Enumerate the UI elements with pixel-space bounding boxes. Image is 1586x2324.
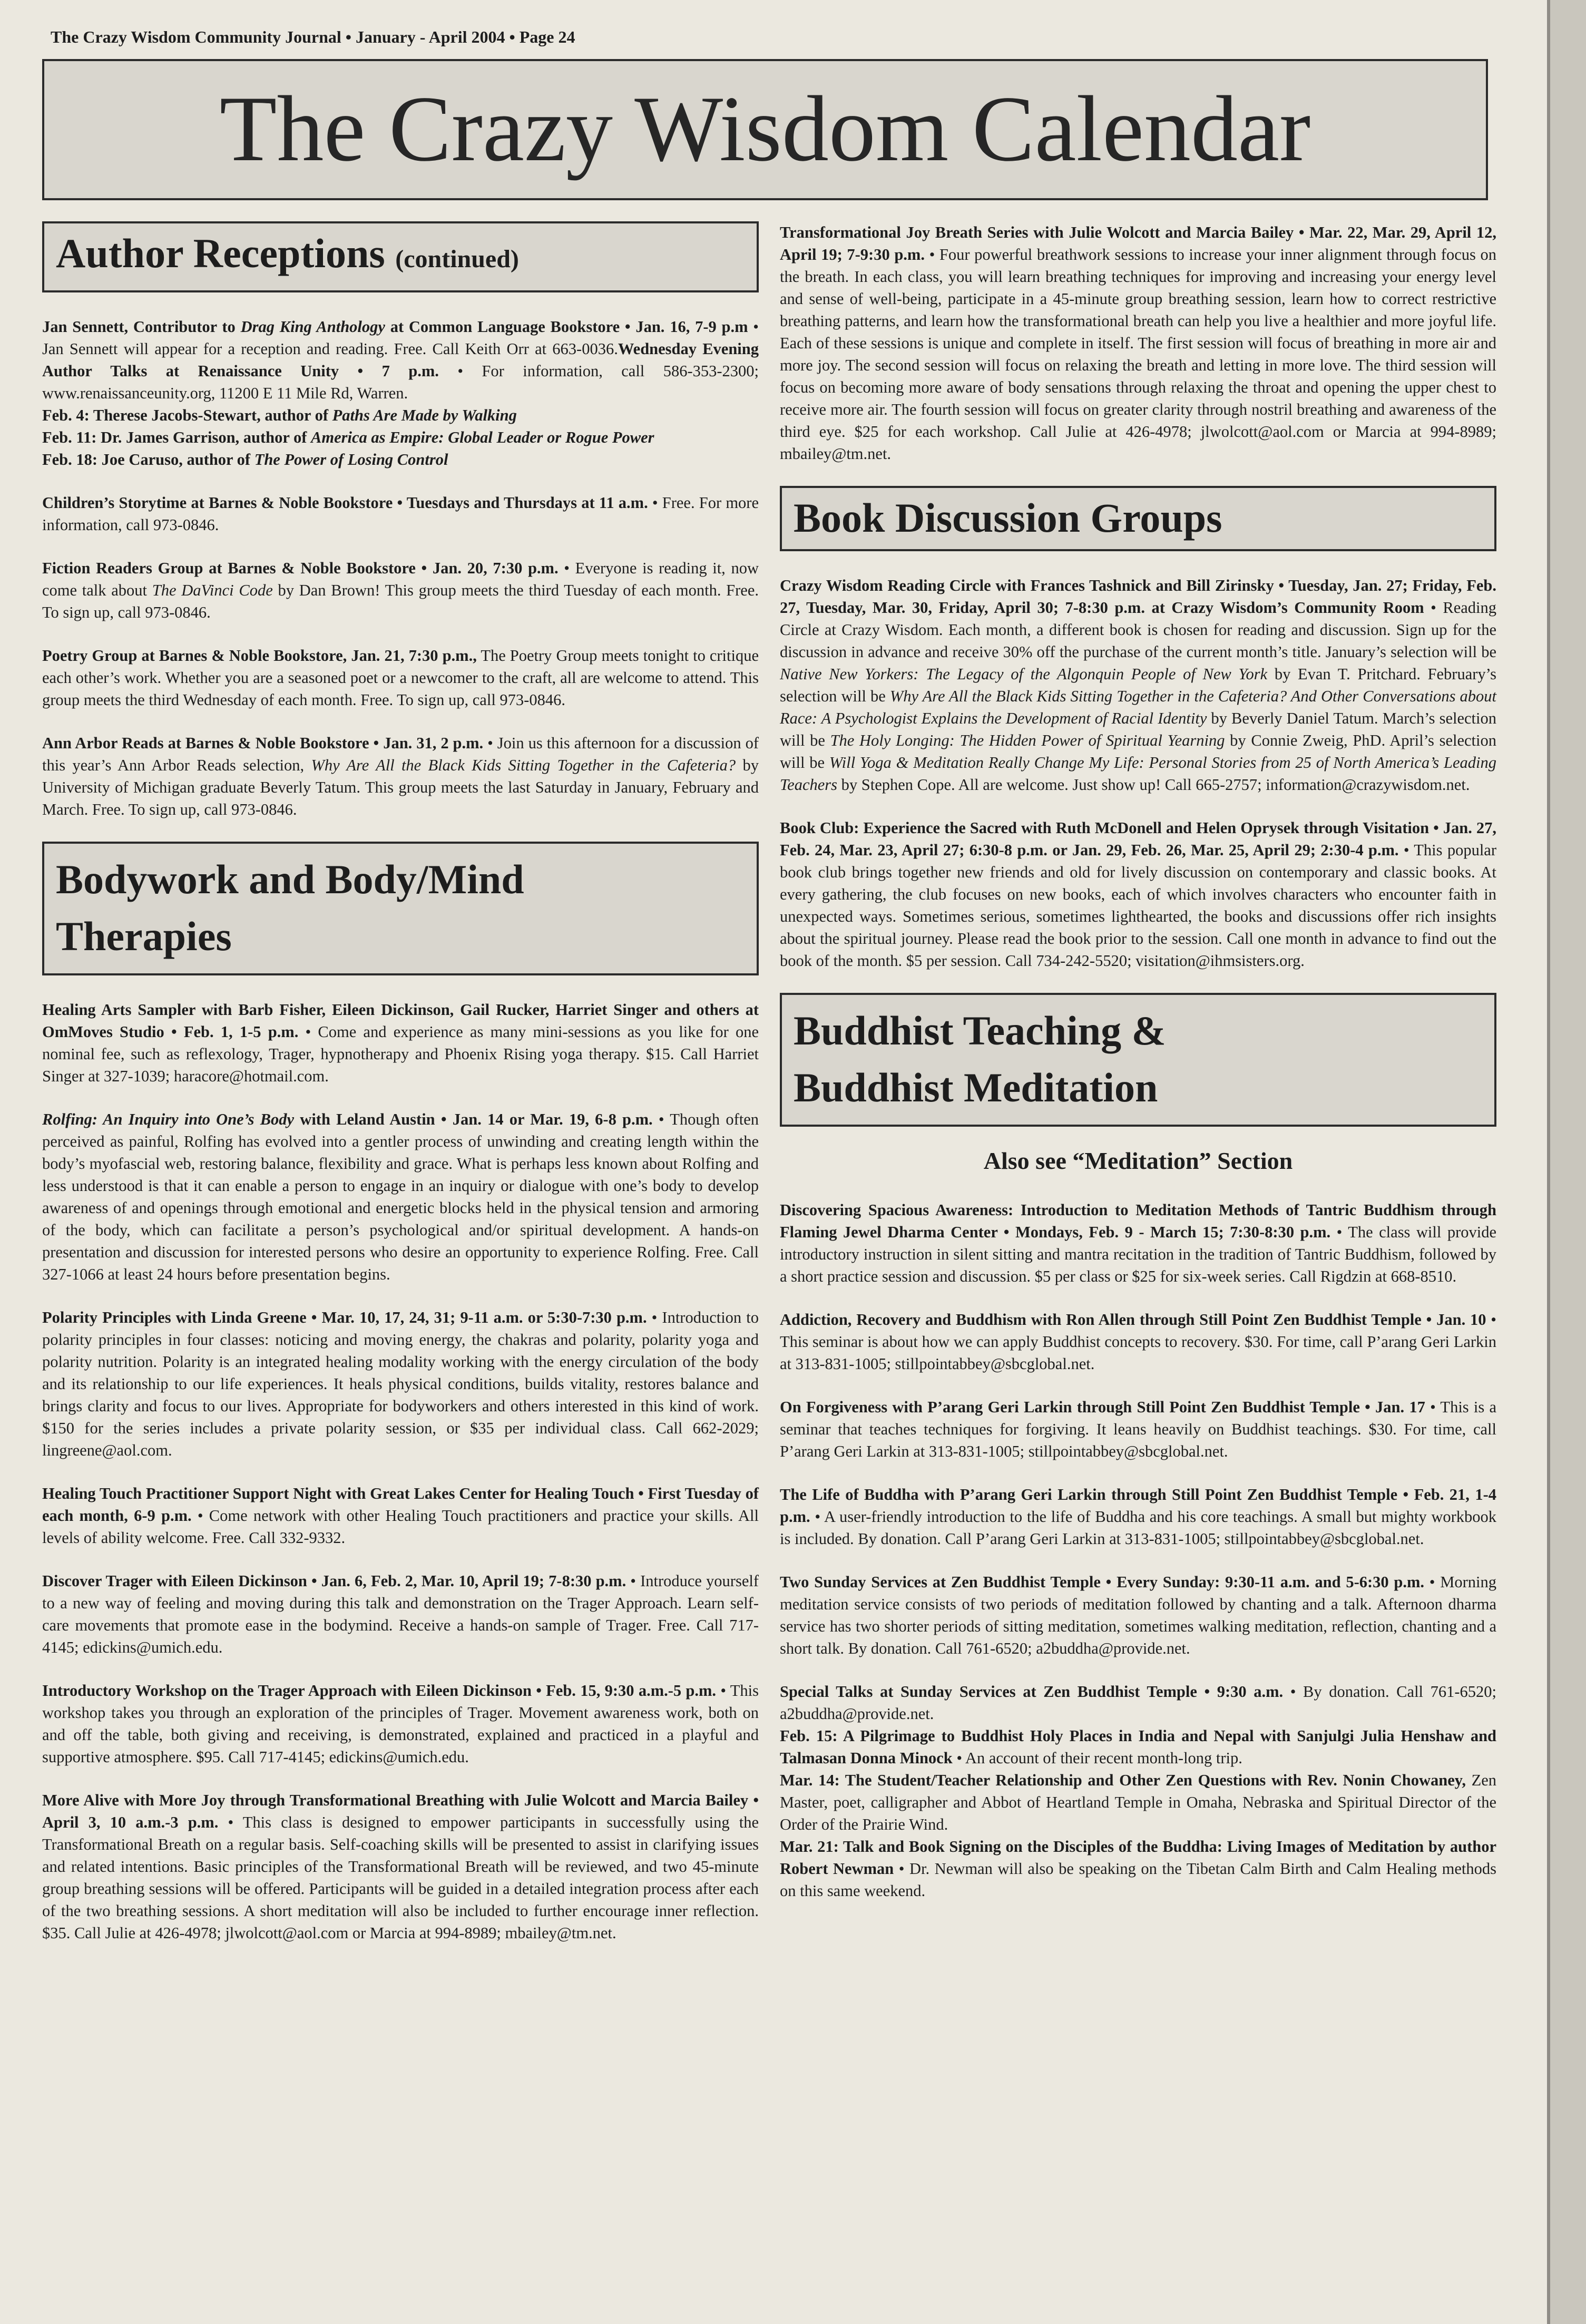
section-heading-book-discussion — [780, 486, 1496, 551]
section-title-line2: Buddhist Meditation — [794, 1065, 1158, 1110]
event-discover-trager: Discover Trager with Eileen Dickinson • Jan. 6, Feb. 2, Mar. 10, April 19; 7-8:30 p.m. • Introduce yourself to a new way of feeling and moving during this talk and demonstration on the Trager Approach. Learn self-care movements that promote ease in the bodymind. Receive a hands-on sample of Trager. Free. Call 717-4145; edickins@umich.edu. — [42, 1572, 759, 1656]
event-jan-sennett: Jan Sennett, Contributor to Drag King Anthology at Common Language Bookstore • Jan. 16, 7-9 p.m • Jan Sennett will appear for a reception and reading. Free. Call Keith Orr at 663-0036.Wednesday Evening Author Talks at Renaissance Unity • 7 p.m. • For information, call 586-353-2300; www.renaissanceunity.org, 11200 E 11 Mile Rd, Warren. — [42, 318, 759, 402]
event-healing-arts-sampler: Healing Arts Sampler with Barb Fisher, Eileen Dickinson, Gail Rucker, Harriet Singer and others at OmMoves Studio • Feb. 1, 1-5 p.m. • Come and experience as many mini-sessions as you like for one nominal fee, such as reflexology, Trager, hypnotherapy and Phoenix Rising yoga therapy. $15. Call Harriet Singer at 327-1039; haracore@hotmail.com. — [42, 1001, 759, 1085]
event-joy-breath-series: Transformational Joy Breath Series with Julie Wolcott and Marcia Bailey • Mar. 22, Mar. 29, April 12, April 19; 7-9:30 p.m. • Four powerful breathwork sessions to increase your inner alignment through focus on the breath. In each class, you will learn breathing techniques for improving and increasing your energy level and sense of well-being, participate in a 45-minute group breathing session, learn how to correct restrictive breathing patterns, and learn how the transformational breath can help you live a healthier and more joyful life. Each of these sessions is unique and complete in itself. The first session will focus of breathing in more air and more joy. The second session will focus on relaxing the breath and letting in more love. The third session will focus on becoming more aware of body sensations through relaxing the throat and opening the upper chest to receive more air. The fourth session will focus on greater clarity through nostril breathing and awareness of the third eye. $25 for each workshop. Call Julie at 426-4978; jlwolcott@aol.com or Marcia at 994-8989; mbailey@tm.net. — [780, 223, 1496, 463]
event-feb4: Feb. 4: Therese Jacobs-Stewart, author of Paths Are Made by Walking — [42, 406, 517, 424]
see-also-note: Also see “Meditation” Section — [983, 1147, 1293, 1174]
section-heading-buddhist — [780, 993, 1496, 1127]
section-title-line1: Bodywork and Body/Mind — [56, 856, 524, 902]
section-heading-bodywork — [42, 842, 759, 975]
event-more-alive: More Alive with More Joy through Transformational Breathing with Julie Wolcott and Marcia Bailey • April 3, 10 a.m.-3 p.m. • This class is designed to empower participants in successfully using the Transformational Breath on a regular basis. Self-coaching skills will be presented to assist in clarifying issues and related intentions. Basic principles of the Transformational Breath will be reviewed, and two 45-minute group breathing sessions will be offered. Participants will be guided in a detailed integration process after each of the two breathing sessions. A short meditation will also be included to further encourage inner reflection. $35. Call Julie at 426-4978; jlwolcott@aol.com or Marcia at 994-8989; mbailey@tm.net. — [42, 1791, 759, 1942]
event-feb11: Feb. 11: Dr. James Garrison, author of America as Empire: Global Leader or Rogue Power — [42, 428, 654, 446]
left-column — [42, 221, 759, 1965]
gutter-edge — [1547, 0, 1550, 2324]
right-column — [780, 221, 1496, 1902]
event-healing-touch: Healing Touch Practitioner Support Night with Great Lakes Center for Healing Touch • First Tuesday of each month, 6-9 p.m. • Come network with other Healing Touch practitioners and practice your skills. All levels of ability welcome. Free. Call 332-9332. — [42, 1485, 759, 1547]
event-reading-circle: Crazy Wisdom Reading Circle with Frances Tashnick and Bill Zirinsky • Tuesday, Jan. 27; Friday, Feb. 27, Tuesday, Mar. 30, Friday, April 30; 7-8:30 p.m. at Crazy Wisdom’s Community Room • Reading Circle at Crazy Wisdom. Each month, a different book is chosen for reading and discussion. Sign up for the discussion in advance and receive 30% off the purchase of the current month’s title. January’s selection will be Native New Yorkers: The Legacy of the Algonquin People of New York by Evan T. Pritchard. February’s selection will be Why Are All the Black Kids Sitting Together in the Cafeteria? And Other Conversations about Race: A Psychologist Explains the Development of Racial Identity by Beverly Daniel Tatum. March’s selection will be The Holy Longing: The Hidden Power of Spiritual Yearning by Connie Zweig, PhD. April’s selection will be Will Yoga & Meditation Really Change My Life: Personal Stories from 25 of North America’s Leading Teachers by Stephen Cope. All are welcome. Just show up! Call 665-2757; information@crazywisdom.net. — [780, 577, 1497, 794]
event-book-club: Book Club: Experience the Sacred with Ruth McDonell and Helen Oprysek through Visitation • Jan. 27, Feb. 24, Mar. 23, April 27; 6:30-8 p.m. or Jan. 29, Feb. 26, Mar. 25, April 29; 2:30-4 p.m. • This popular book club brings together new friends and old for lively discussion on contemporary and classic books. At every gathering, the club focuses on new books, each of which involves characters who encounter faith in unexpected ways. Sometimes serious, sometimes lighthearted, the books and discussions offer rich insights about the spiritual journey. Please read the book prior to the session. Call one month in advance to find out the book of the month. $5 per session. Call 734-242-5520; visitation@ihmsisters.org. — [780, 819, 1496, 970]
event-forgiveness: On Forgiveness with P’arang Geri Larkin through Still Point Zen Buddhist Temple • Jan. 17 • This is a seminar that teaches techniques for forgiving. It leans heavily on Buddhist teachings. $30. For time, call P’arang Geri Larkin at 313-831-1005; stillpointabbey@sbcglobal.net. — [780, 1398, 1497, 1460]
event-poetry-group: Poetry Group at Barnes & Noble Bookstore, Jan. 21, 7:30 p.m., The Poetry Group meets tonight to critique each other’s work. Whether you are a seasoned poet or a newcomer to the craft, all are welcome to attend. This group meets the third Wednesday of each month. Free. To sign up, call 973-0846. — [42, 647, 759, 709]
event-intro-trager-workshop: Introductory Workshop on the Trager Approach with Eileen Dickinson • Feb. 15, 9:30 a.m.-5 p.m. • This workshop takes you through an exploration of the principles of Trager. Movement awareness work, both on and off the table, both giving and receiving, is demonstrated, explained and practiced in a playful and supportive atmosphere. $95. Call 717-4145; edickins@umich.edu. — [42, 1682, 759, 1766]
event-sunday-services: Two Sunday Services at Zen Buddhist Temple • Every Sunday: 9:30-11 a.m. and 5-6:30 p.m. • Morning meditation service consists of two periods of meditation followed by chanting and a talk. Afternoon dharma service has two shorter periods of sitting meditation, sometimes walking meditation, reflection, chanting and a short talk. By donation. Call 761-6520; a2buddha@provide.net. — [780, 1573, 1496, 1657]
event-spacious-awareness: Discovering Spacious Awareness: Introduction to Meditation Methods of Tantric Buddhism through Flaming Jewel Dharma Center • Mondays, Feb. 9 - March 15; 7:30-8:30 p.m. • The class will provide introductory instruction in silent sitting and mantra recitation in the tradition of Tantric Buddhism, followed by a short practice session and discussion. $5 per class or $25 for six-week series. Call Rigdzin at 668-8510. — [780, 1201, 1496, 1285]
event-mar21-book-signing: Mar. 21: Talk and Book Signing on the Disciples of the Buddha: Living Images of Meditation by author Robert Newman • Dr. Newman will also be speaking on the Tibetan Calm Birth and Calm Healing methods on this same weekend. — [780, 1838, 1496, 1900]
page-gutter — [1547, 0, 1586, 2324]
section-heading-author-receptions — [42, 221, 759, 292]
event-feb15-pilgrimage: Feb. 15: A Pilgrimage to Buddhist Holy Places in India and Nepal with Sanjulgi Julia Henshaw and Talmasan Donna Minock • An account of their recent month-long trip. — [780, 1727, 1496, 1767]
event-rolfing: Rolfing: An Inquiry into One’s Body with Leland Austin • Jan. 14 or Mar. 19, 6-8 p.m. • Though often perceived as painful, Rolfing has evolved into a gentler process of unwinding and creating length within the body’s myofascial web, restoring balance, flexibility and grace. What is perhaps less known about Rolfing and less understood is that it can enable a person to engage in an inquiry or dialogue with one’s body to develop awareness of and openings through emotional and energetic blocks held in the physical tension and armoring of the body, which can facilitate a person’s psychological and/or spiritual development. A hands-on presentation and discussion for interested persons who desire an opportunity to experience Rolfing. Free. Call 327-1066 at least 24 hours before presentation begins. — [42, 1110, 759, 1283]
calendar-masthead — [42, 59, 1488, 200]
event-addiction-recovery: Addiction, Recovery and Buddhism with Ron Allen through Still Point Zen Buddhist Temple • Jan. 10 • This seminar is about how we can apply Buddhist concepts to recovery. $30. For time, call P’arang Geri Larkin at 313-831-1005; stillpointabbey@sbcglobal.net. — [780, 1311, 1496, 1373]
section-title-line2: Therapies — [56, 913, 232, 959]
event-childrens-storytime: Children’s Storytime at Barnes & Noble Bookstore • Tuesdays and Thursdays at 11 a.m. • Free. For more information, call 973-0846. — [42, 494, 759, 534]
event-fiction-readers: Fiction Readers Group at Barnes & Noble Bookstore • Jan. 20, 7:30 p.m. • Everyone is reading it, now come talk about The DaVinci Code by Dan Brown! This group meets the third Tuesday of each month. Free. To sign up, call 973-0846. — [42, 559, 759, 621]
event-feb18: Feb. 18: Joe Caruso, author of The Power of Losing Control — [42, 451, 448, 468]
running-head: The Crazy Wisdom Community Journal • January - April 2004 • Page 24 — [51, 27, 575, 46]
masthead-title: The Crazy Wisdom Calendar — [219, 76, 1311, 181]
event-special-talks: Special Talks at Sunday Services at Zen Buddhist Temple • 9:30 a.m. • By donation. Call 761-6520; a2buddha@provide.net. — [780, 1683, 1496, 1723]
event-polarity-principles: Polarity Principles with Linda Greene • Mar. 10, 17, 24, 31; 9-11 a.m. or 5:30-7:30 p.m. • Introduction to polarity principles in four classes: noticing and moving energy, the chakras and polarity, polarity yoga and polarity nutrition. Polarity is an integrated healing modality working with the energy circulation of the body and its relationship to our life experiences. It heals physical conditions, builds vitality, restores balance and brings clarity and focus to our lives. Appropriate for bodyworkers and others interested in this kind of work. $150 for the series includes a private polarity session, or $35 per individual class. Call 662-2029; lingreene@aol.com. — [42, 1309, 759, 1459]
section-title-line1: Buddhist Teaching & — [794, 1008, 1166, 1053]
event-life-of-buddha: The Life of Buddha with P’arang Geri Larkin through Still Point Zen Buddhist Temple • Feb. 21, 1-4 p.m. • A user-friendly introduction to the life of Buddha and his core teachings. A small but mighty workbook is included. By donation. Call P’arang Geri Larkin at 313-831-1005; stillpointabbey@sbcglobal.net. — [780, 1486, 1496, 1548]
section-title: Book Discussion Groups — [794, 495, 1222, 541]
event-ann-arbor-reads: Ann Arbor Reads at Barnes & Noble Bookstore • Jan. 31, 2 p.m. • Join us this afternoon for a discussion of this year’s Ann Arbor Reads selection, Why Are All the Black Kids Sitting Together in the Cafeteria? by University of Michigan graduate Beverly Tatum. This group meets the last Saturday in January, February and March. Free. To sign up, call 973-0846. — [42, 734, 759, 818]
section-subtitle: (continued) — [395, 245, 519, 273]
section-title: Author Receptions — [56, 230, 385, 276]
event-mar14-student-teacher: Mar. 14: The Student/Teacher Relationship and Other Zen Questions with Rev. Nonin Chowaney, Zen Master, poet, calligrapher and Abbot of Heartland Temple in Omaha, Nebraska and Spiritual Director of the Order of the Prairie Wind. — [780, 1771, 1496, 1833]
